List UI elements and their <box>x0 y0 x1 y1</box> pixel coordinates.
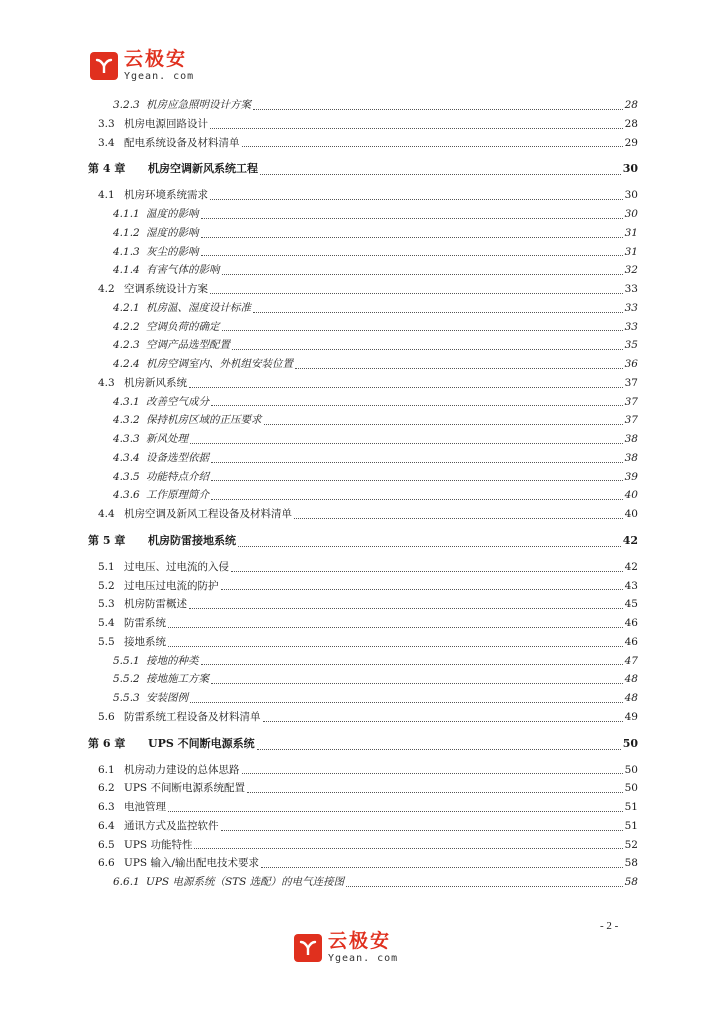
toc-entry[interactable] <box>88 633 638 652</box>
toc-entry[interactable] <box>88 411 638 430</box>
toc-entry[interactable] <box>88 854 638 873</box>
toc-entry-title: UPS 功能特性 <box>124 838 193 851</box>
toc-entry-title: UPS 输入/输出配电技术要求 <box>124 857 259 870</box>
header-logo <box>90 50 194 82</box>
toc-entry[interactable] <box>88 798 638 817</box>
toc-entry-title: 机房温、湿度设计标准 <box>146 301 251 314</box>
toc-entry-title: 设备选型依据 <box>146 451 209 464</box>
toc-entry-page: 46 <box>624 617 638 629</box>
toc-entry-number: 5.3 <box>98 598 115 611</box>
toc-entry-number: 6.2 <box>98 782 115 795</box>
toc-entry-title: UPS 电源系统（STS 选配）的电气连接图 <box>146 876 345 888</box>
toc-entry[interactable] <box>88 779 638 798</box>
toc-entry-title: 接地施工方案 <box>146 673 209 686</box>
toc-entry-page: 28 <box>624 99 638 111</box>
toc-entry[interactable] <box>88 468 638 487</box>
toc-dot-leader <box>211 479 623 481</box>
toc-dot-leader <box>210 292 623 294</box>
toc-entry[interactable] <box>88 134 638 153</box>
toc-entry-title: 过电压过电流的防护 <box>124 579 219 592</box>
toc-entry-page: 43 <box>624 579 638 592</box>
toc-entry-number: 3.2.3 <box>113 99 140 111</box>
brand-mark-icon <box>90 52 118 80</box>
toc-entry[interactable] <box>88 558 638 577</box>
toc-dot-leader <box>294 517 623 519</box>
toc-dot-leader <box>232 348 623 350</box>
toc-entry[interactable] <box>88 280 638 299</box>
toc-entry-page: 47 <box>624 654 638 667</box>
brand-name-en: Ygean. com <box>124 71 195 82</box>
toc-entry-page: 30 <box>622 162 638 176</box>
toc-entry-page: 33 <box>624 301 638 314</box>
toc-entry-page: 36 <box>624 358 638 370</box>
toc-dot-leader <box>222 329 623 331</box>
toc-entry-title: 机房防雷概述 <box>124 598 187 611</box>
toc-entry-title: 机房应急照明设计方案 <box>146 99 251 111</box>
toc-dot-leader <box>210 198 623 200</box>
toc-entry[interactable] <box>88 186 638 205</box>
toc-entry-title: 机房空调及新风工程设备及材料清单 <box>124 508 292 520</box>
toc-dot-leader <box>222 273 623 275</box>
toc-entry-page: 49 <box>624 710 638 723</box>
toc-entry[interactable] <box>88 817 638 836</box>
toc-entry-page: 30 <box>624 189 638 202</box>
toc-entry[interactable] <box>88 689 638 708</box>
toc-entry-title: 过电压、过电流的入侵 <box>124 560 229 573</box>
toc-entry-number: 5.1 <box>98 560 115 573</box>
toc-dot-leader <box>210 127 623 129</box>
toc-chapter-entry[interactable] <box>88 530 638 552</box>
toc-entry-title: 空调系统设计方案 <box>124 283 208 295</box>
toc-entry-number: 6.3 <box>98 801 115 813</box>
toc-dot-leader <box>263 720 623 722</box>
toc-entry-title: 机房动力建设的总体思路 <box>124 763 240 776</box>
footer-logo <box>294 932 398 964</box>
toc-entry-page: 45 <box>624 598 638 611</box>
toc-entry-title: 机房电源回路设计 <box>124 117 208 130</box>
toc-entry-number: 第 5 章 <box>88 533 126 547</box>
toc-entry-number: 6.1 <box>98 763 115 776</box>
toc-entry-number: 4.4 <box>98 508 115 520</box>
toc-entry[interactable] <box>88 374 638 393</box>
toc-entry-number: 4.3.3 <box>113 433 140 445</box>
toc-dot-leader <box>201 663 623 665</box>
toc-entry-number: 5.2 <box>98 579 115 592</box>
toc-entry[interactable] <box>88 505 638 524</box>
toc-entry[interactable] <box>88 836 638 855</box>
toc-dot-leader <box>211 461 623 463</box>
toc-entry-number: 4.3.4 <box>113 451 140 464</box>
toc-entry-number: 5.5.3 <box>113 692 140 704</box>
toc-entry-page: 58 <box>624 857 638 870</box>
toc-entry[interactable] <box>88 393 638 412</box>
toc-entry-title: 空调负荷的确定 <box>146 320 220 333</box>
toc-entry-number: 5.5.2 <box>113 673 140 686</box>
toc-entry-page: 39 <box>624 470 638 483</box>
brand-name-en: Ygean. com <box>328 953 399 964</box>
toc-entry[interactable] <box>88 577 638 596</box>
toc-entry-title: 空调产品选型配置 <box>146 339 230 352</box>
toc-dot-leader <box>247 791 623 793</box>
toc-entry[interactable] <box>88 670 638 689</box>
toc-dot-leader <box>257 748 621 750</box>
toc-entry-page: 35 <box>624 339 638 352</box>
toc-dot-leader <box>168 645 623 647</box>
toc-entry-title: 机房环境系统需求 <box>124 189 208 202</box>
toc-entry-title: 工作原理简介 <box>146 489 209 502</box>
toc-entry-page: 37 <box>624 414 638 427</box>
toc-entry-title: 电池管理 <box>124 801 166 813</box>
toc-entry[interactable] <box>88 652 638 671</box>
toc-entry-page: 37 <box>624 376 638 389</box>
toc-entry-number: 第 4 章 <box>88 162 126 176</box>
toc-entry-title: 新风处理 <box>146 433 188 445</box>
toc-entry-number: 4.2 <box>98 283 115 295</box>
toc-entry-title: 改善空气成分 <box>146 395 209 408</box>
toc-entry-number: 4.1.1 <box>113 208 140 220</box>
toc-entry-page: 31 <box>624 245 638 258</box>
toc-entry-number: 4.2.2 <box>113 320 140 333</box>
toc-dot-leader <box>211 404 623 406</box>
toc-entry-page: 40 <box>624 489 638 502</box>
toc-entry-number: 4.2.1 <box>113 301 140 314</box>
toc-entry-number: 5.5.1 <box>113 654 140 667</box>
toc-entry-title: 防雷系统 <box>124 617 166 629</box>
toc-entry[interactable] <box>88 318 638 337</box>
toc-dot-leader <box>194 847 622 849</box>
toc-entry-title: UPS 不间断电源系统 <box>148 736 255 750</box>
toc-entry-title: 灰尘的影响 <box>146 245 199 258</box>
toc-entry[interactable] <box>88 873 638 892</box>
toc-dot-leader <box>346 885 622 887</box>
toc-entry-number: 4.1.2 <box>113 226 140 239</box>
toc-entry-page: 42 <box>624 560 638 573</box>
toc-entry-title: 接地的种类 <box>146 654 199 667</box>
toc-entry-number: 6.6 <box>98 857 115 870</box>
toc-entry[interactable] <box>88 708 638 727</box>
toc-entry[interactable] <box>88 96 638 115</box>
toc-entry-number: 5.4 <box>98 617 115 629</box>
toc-entry[interactable] <box>88 205 638 224</box>
toc-dot-leader <box>189 386 623 388</box>
toc-entry-page: 50 <box>622 736 638 750</box>
toc-entry-title: 接地系统 <box>124 635 166 648</box>
toc-dot-leader <box>264 423 623 425</box>
toc-entry-number: 5.6 <box>98 710 115 723</box>
toc-entry-page: 50 <box>624 782 638 795</box>
toc-dot-leader <box>295 367 623 369</box>
toc-entry-page: 38 <box>624 433 638 445</box>
toc-entry-title: 有害气体的影响 <box>146 264 220 277</box>
toc-entry-title: 机房防雷接地系统 <box>148 533 236 547</box>
toc-entry-page: 51 <box>624 801 638 813</box>
toc-chapter-entry[interactable] <box>88 733 638 755</box>
toc-entry-page: 58 <box>624 876 638 888</box>
toc-entry[interactable] <box>88 486 638 505</box>
toc-entry-page: 32 <box>624 264 638 277</box>
toc-entry[interactable] <box>88 595 638 614</box>
toc-dot-leader <box>189 607 623 609</box>
toc-dot-leader <box>238 545 621 547</box>
toc-entry-page: 33 <box>624 320 638 333</box>
toc-entry-number: 3.3 <box>98 117 115 130</box>
toc-entry-title: UPS 不间断电源系统配置 <box>124 782 245 795</box>
table-of-contents <box>88 96 638 892</box>
toc-entry-title: 防雷系统工程设备及材料清单 <box>124 710 261 723</box>
toc-entry-number: 4.3.5 <box>113 470 140 483</box>
page-number: - 2 - <box>600 920 619 932</box>
toc-dot-leader <box>253 108 623 110</box>
toc-entry-page: 31 <box>624 226 638 239</box>
toc-dot-leader <box>253 311 623 313</box>
toc-dot-leader <box>201 217 623 219</box>
toc-entry[interactable] <box>88 430 638 449</box>
toc-entry[interactable] <box>88 224 638 243</box>
toc-dot-leader <box>231 570 623 572</box>
toc-dot-leader <box>242 145 623 147</box>
toc-entry-title: 安装图例 <box>146 692 188 704</box>
toc-entry[interactable] <box>88 614 638 633</box>
toc-entry[interactable] <box>88 115 638 134</box>
toc-entry-title: 保持机房区域的正压要求 <box>146 414 262 427</box>
toc-dot-leader <box>190 442 623 444</box>
toc-entry-page: 37 <box>624 395 638 408</box>
toc-entry-number: 4.1.3 <box>113 245 140 258</box>
brand-name-cn: 云极安 <box>328 930 392 952</box>
toc-entry-title: 温度的影响 <box>146 208 199 220</box>
toc-entry[interactable] <box>88 336 638 355</box>
toc-entry-title: 湿度的影响 <box>146 226 199 239</box>
toc-entry-page: 38 <box>624 451 638 464</box>
toc-dot-leader <box>261 866 623 868</box>
toc-entry-number: 6.5 <box>98 838 115 851</box>
toc-entry-number: 第 6 章 <box>88 736 126 750</box>
toc-entry-title: 机房空调室内、外机组安装位置 <box>146 358 293 370</box>
toc-entry-number: 6.4 <box>98 819 115 832</box>
toc-entry-title: 机房新风系统 <box>124 376 187 389</box>
toc-entry[interactable] <box>88 355 638 374</box>
toc-entry-page: 50 <box>624 763 638 776</box>
toc-dot-leader <box>201 236 623 238</box>
toc-entry-number: 4.2.3 <box>113 339 140 352</box>
toc-entry-number: 4.1 <box>98 189 115 202</box>
toc-entry-page: 51 <box>624 819 638 832</box>
toc-dot-leader <box>168 626 623 628</box>
toc-entry-title: 机房空调新风系统工程 <box>148 162 258 176</box>
toc-entry-page: 46 <box>624 635 638 648</box>
toc-entry-number: 4.3.1 <box>113 395 140 408</box>
toc-dot-leader <box>242 772 623 774</box>
toc-entry-number: 4.3.2 <box>113 414 140 427</box>
toc-entry[interactable] <box>88 449 638 468</box>
toc-entry-page: 28 <box>624 117 638 130</box>
toc-entry-number: 4.1.4 <box>113 264 140 277</box>
toc-chapter-entry[interactable] <box>88 158 638 180</box>
toc-entry[interactable] <box>88 243 638 262</box>
toc-entry-number: 4.3 <box>98 376 115 389</box>
toc-entry-page: 33 <box>624 283 638 295</box>
toc-entry[interactable] <box>88 761 638 780</box>
toc-dot-leader <box>201 254 623 256</box>
toc-dot-leader <box>168 810 623 812</box>
toc-entry-title: 配电系统设备及材料清单 <box>124 136 240 149</box>
toc-dot-leader <box>221 588 623 590</box>
brand-name-cn: 云极安 <box>124 48 188 70</box>
toc-entry-number: 3.4 <box>98 136 115 149</box>
toc-entry-number: 5.5 <box>98 635 115 648</box>
toc-dot-leader <box>190 701 623 703</box>
toc-dot-leader <box>211 498 623 500</box>
toc-entry-number: 4.3.6 <box>113 489 140 502</box>
toc-entry-number: 4.2.4 <box>113 358 140 370</box>
toc-entry-page: 30 <box>624 208 638 220</box>
toc-entry-page: 40 <box>624 508 638 520</box>
toc-dot-leader <box>211 682 623 684</box>
toc-entry-page: 52 <box>624 838 638 851</box>
toc-entry[interactable] <box>88 299 638 318</box>
toc-entry-number: 6.6.1 <box>113 876 140 888</box>
toc-entry-title: 通讯方式及监控软件 <box>124 819 219 832</box>
toc-dot-leader <box>260 173 621 175</box>
toc-entry-page: 42 <box>622 533 638 547</box>
toc-entry-page: 48 <box>624 692 638 704</box>
toc-entry-page: 29 <box>624 136 638 149</box>
toc-entry-page: 48 <box>624 673 638 686</box>
brand-mark-icon <box>294 934 322 962</box>
toc-dot-leader <box>221 829 623 831</box>
toc-entry[interactable] <box>88 261 638 280</box>
toc-entry-title: 功能特点介绍 <box>146 470 209 483</box>
